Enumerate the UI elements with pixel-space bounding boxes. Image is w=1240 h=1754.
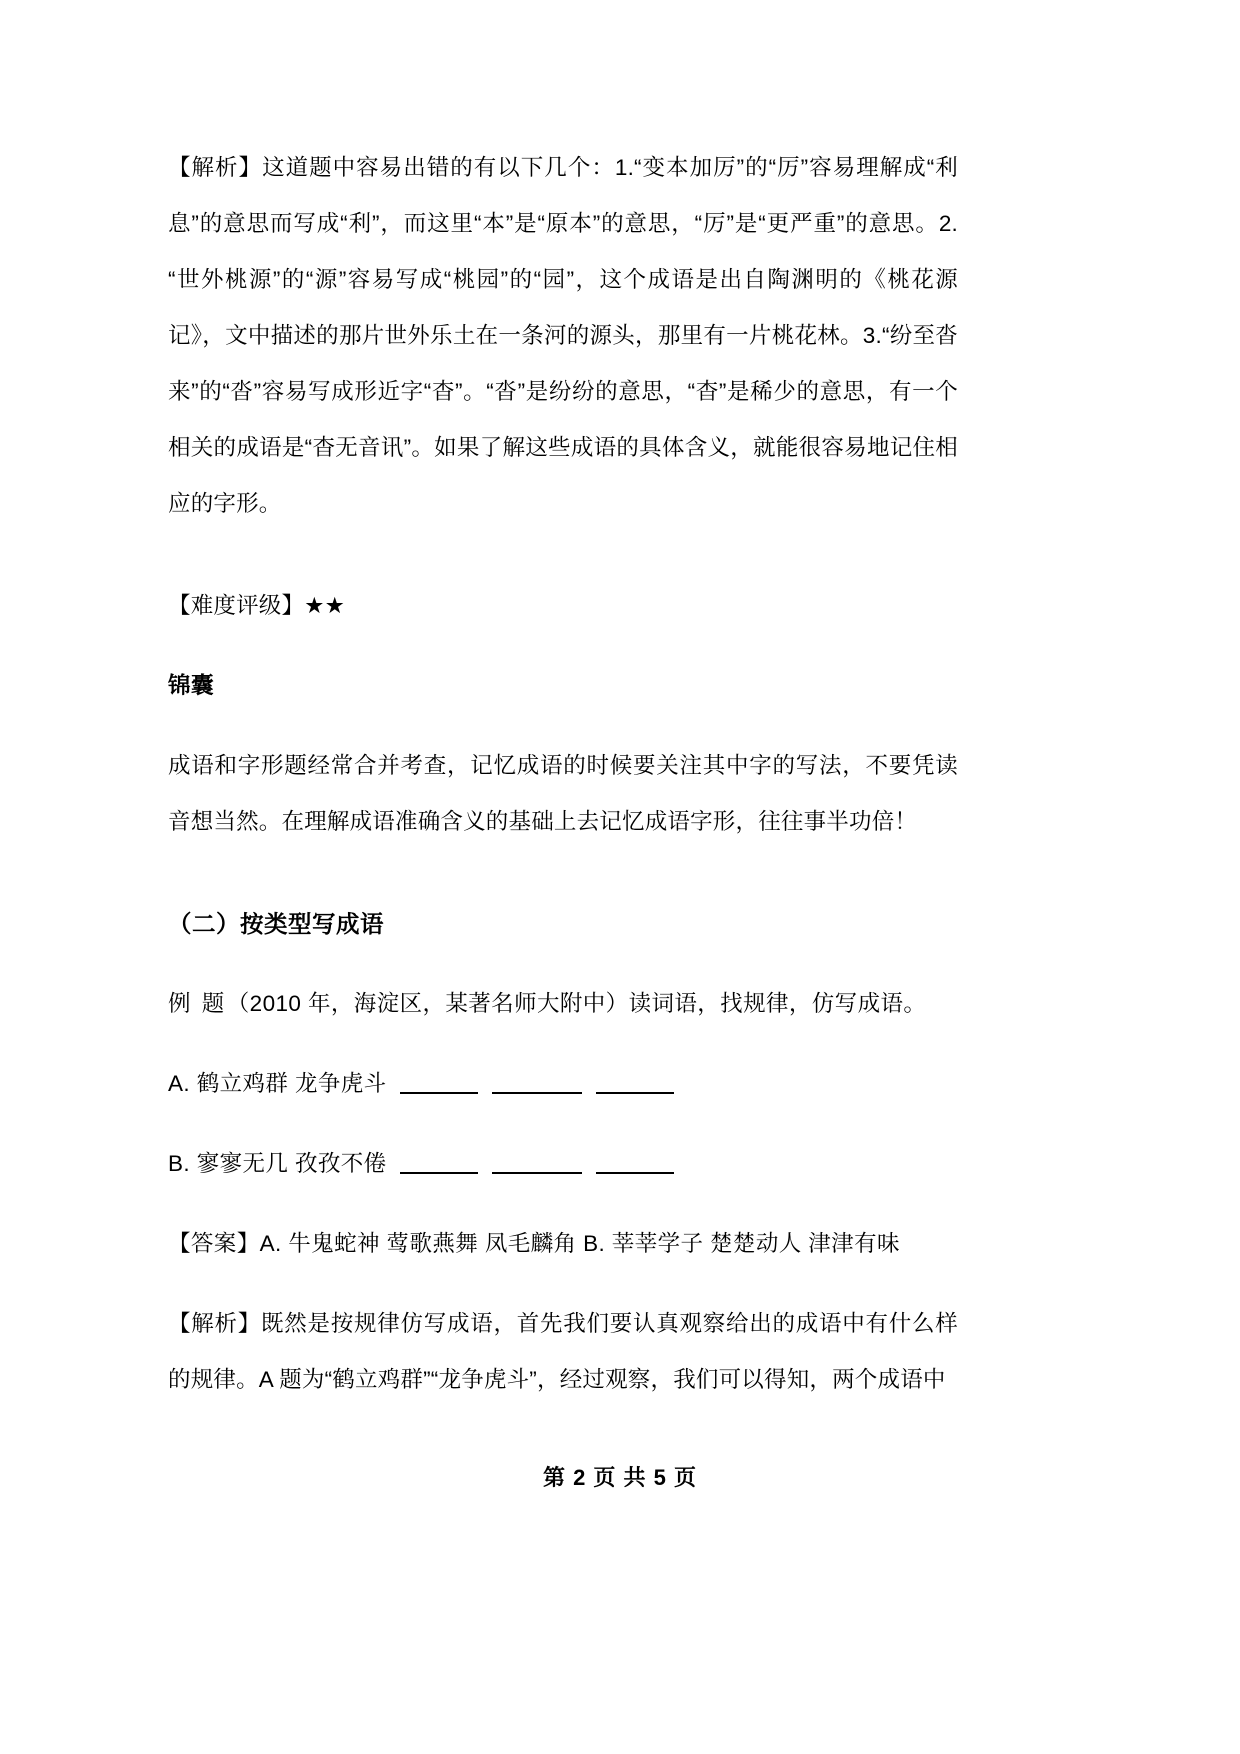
option-a-line — [168, 1056, 958, 1112]
spacer — [168, 850, 958, 896]
spacer — [168, 1032, 958, 1056]
analysis-paragraph-2: 【解析】既然是按规律仿写成语，首先我们要认真观察给出的成语中有什么样的规律。A 题为“鹤立鸡群”“龙争虎斗”，经过观察，我们可以得知，两个成语中 — [168, 1311, 958, 1392]
spacer — [168, 532, 958, 578]
example-label: 例 题 — [168, 991, 227, 1016]
answer-blank-a3[interactable] — [596, 1092, 674, 1094]
answer-blank-b3[interactable] — [596, 1172, 674, 1174]
answer-blank-b2[interactable] — [492, 1172, 582, 1174]
spacer — [168, 1272, 958, 1296]
page-content — [168, 140, 958, 1408]
difficulty-rating-line — [168, 578, 958, 634]
page-footer — [0, 1461, 1240, 1492]
spacer — [168, 714, 958, 738]
example-source: （2010 年，海淀区，某著名师大附中） — [226, 991, 629, 1016]
option-b-text: 寥寥无几 孜孜不倦 — [196, 1151, 387, 1176]
option-b-line — [168, 1136, 958, 1192]
option-b-label: B. — [168, 1151, 191, 1176]
option-a-label: A. — [168, 1071, 191, 1096]
answer-blank-a2[interactable] — [492, 1092, 582, 1094]
tips-paragraph: 成语和字形题经常合并考查，记忆成语的时候要关注其中字的写法，不要凭读音想当然。在理解成语准确含义的基础上去记忆成语字形，往往事半功倍！ — [168, 753, 958, 834]
answer-line: 【答案】A. 牛鬼蛇神 莺歌燕舞 凤毛麟角 B. 莘莘学子 楚楚动人 津津有味 — [168, 1231, 900, 1256]
option-a-text: 鹤立鸡群 龙争虎斗 — [196, 1071, 387, 1096]
spacer — [168, 634, 958, 658]
analysis-paragraph-1: 【解析】这道题中容易出错的有以下几个：1.“变本加厉”的“厉”容易理解成“利息”的意思而写成“利”，而这里“本”是“原本”的意思，“厉”是“更严重”的意思。2.“世外桃源”的“源”容易写成“桃园”的“园”，这个成语是出自陶渊明的《桃花源记》，文中描述的那片世外乐土在一条河的源头，那里有一片桃花林。3.“纷至沓来”的“沓”容易写成形近字“杳”。“沓”是纷纷的意思，“杳”是稀少的意思，有一个相关的成语是“杳无音讯”。如果了解这些成语的具体含义，就能很容易地记住相应的字形。 — [168, 155, 958, 516]
tips-heading: 锦囊 — [168, 673, 215, 698]
answer-blank-b1[interactable] — [400, 1172, 478, 1174]
difficulty-stars: ★★ — [304, 593, 345, 618]
footer-text: 第 2 页 共 5 页 — [542, 1465, 698, 1490]
spacer — [168, 1192, 958, 1216]
answer-blank-a1[interactable] — [400, 1092, 478, 1094]
example-instruction: 读词语，找规律，仿写成语。 — [628, 991, 927, 1016]
spacer — [168, 1112, 958, 1136]
spacer — [168, 952, 958, 976]
example-question-line — [168, 976, 958, 1032]
section-heading: （二）按类型写成语 — [168, 911, 384, 937]
difficulty-label: 【难度评级】 — [168, 593, 305, 618]
